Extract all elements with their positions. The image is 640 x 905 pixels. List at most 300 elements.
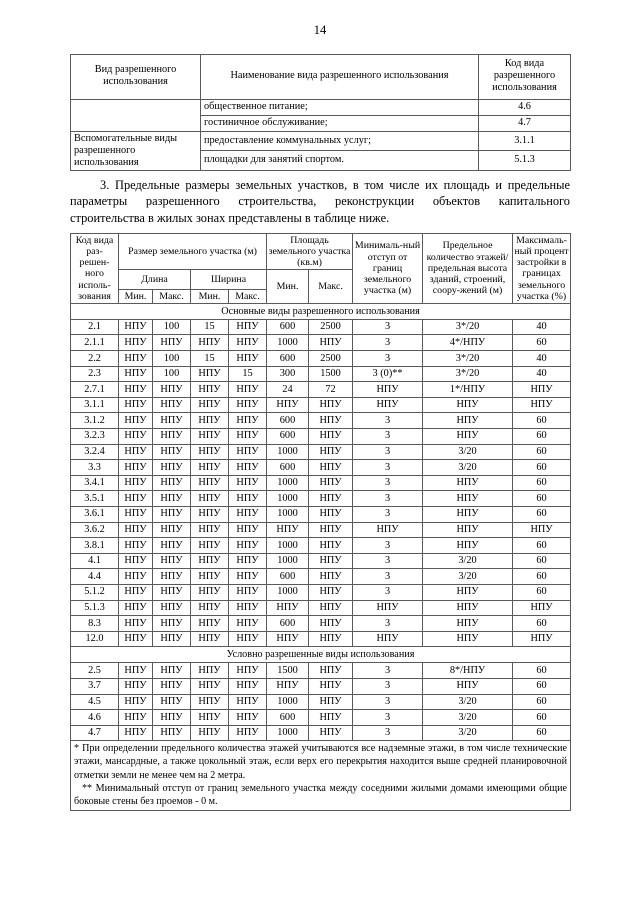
cell-wid-max: НПУ	[229, 429, 267, 445]
cell-code: 5.1.3	[479, 151, 571, 171]
header-cell-area-min: Мин.	[267, 270, 309, 304]
cell-wid-max: НПУ	[229, 631, 267, 647]
table-row	[71, 522, 571, 538]
table-row	[71, 131, 571, 151]
cell-area-min: 600	[267, 460, 309, 476]
parameters-table	[70, 233, 571, 811]
cell-code: 4.4	[71, 569, 119, 585]
cell-wid-min: НПУ	[191, 507, 229, 523]
cell-floors: 3/20	[423, 694, 513, 710]
cell-code: 2.5	[71, 663, 119, 679]
cell-area-max: НПУ	[309, 475, 353, 491]
header-cell-width-min: Мин.	[191, 289, 229, 303]
cell-area-min: 600	[267, 616, 309, 632]
cell-code: 4.6	[71, 710, 119, 726]
cell-wid-max: НПУ	[229, 538, 267, 554]
cell-area-max: НПУ	[309, 694, 353, 710]
cell-area-max: НПУ	[309, 584, 353, 600]
cell-wid-min: НПУ	[191, 413, 229, 429]
cell-coverage: 60	[513, 507, 571, 523]
table-row	[71, 553, 571, 569]
cell-len-max: НПУ	[153, 522, 191, 538]
cell-wid-min: НПУ	[191, 616, 229, 632]
cell-area-min: НПУ	[267, 678, 309, 694]
cell-wid-max: НПУ	[229, 382, 267, 398]
cell-floors: 3/20	[423, 710, 513, 726]
cell-len-min: НПУ	[119, 319, 153, 335]
cell-area-max: 1500	[309, 366, 353, 382]
cell-code: 3.2.3	[71, 429, 119, 445]
cell-code: 2.3	[71, 366, 119, 382]
cell-len-min: НПУ	[119, 553, 153, 569]
cell-len-max: НПУ	[153, 460, 191, 476]
cell-code: 3.7	[71, 678, 119, 694]
cell-wid-min: НПУ	[191, 584, 229, 600]
cell-setback: 3	[353, 507, 423, 523]
cell-len-min: НПУ	[119, 663, 153, 679]
cell-len-max: 100	[153, 319, 191, 335]
cell-coverage: 60	[513, 429, 571, 445]
page-number: 14	[313, 23, 327, 37]
cell-setback: НПУ	[353, 397, 423, 413]
conditional-rows-body	[71, 663, 571, 741]
header-cell-kind: Вид разрешенного использования	[71, 54, 201, 99]
cell-code: 4.7	[71, 725, 119, 741]
cell-area-min: 600	[267, 351, 309, 367]
cell-wid-max: НПУ	[229, 319, 267, 335]
main-rows-body	[71, 319, 571, 646]
cell-code: 2.2	[71, 351, 119, 367]
cell-area-min: 1000	[267, 335, 309, 351]
cell-setback: 3	[353, 351, 423, 367]
cell-setback: НПУ	[353, 600, 423, 616]
table-row	[71, 694, 571, 710]
cell-coverage: 60	[513, 616, 571, 632]
cell-area-max: НПУ	[309, 507, 353, 523]
cell-area-min: НПУ	[267, 631, 309, 647]
cell-coverage: 60	[513, 663, 571, 679]
cell-setback: 3	[353, 616, 423, 632]
cell-coverage: 40	[513, 319, 571, 335]
cell-len-min: НПУ	[119, 413, 153, 429]
cell-len-max: НПУ	[153, 413, 191, 429]
cell-floors: НПУ	[423, 631, 513, 647]
cell-coverage: НПУ	[513, 397, 571, 413]
cell-len-min: НПУ	[119, 584, 153, 600]
table-row	[71, 538, 571, 554]
header-cell-code: Код вида раз-решен-ного исполь-зования	[71, 233, 119, 303]
cell-area-min: НПУ	[267, 522, 309, 538]
cell-floors: НПУ	[423, 584, 513, 600]
cell-wid-min: НПУ	[191, 429, 229, 445]
cell-area-max: НПУ	[309, 460, 353, 476]
table-row	[71, 710, 571, 726]
cell-code: 4.7	[479, 115, 571, 131]
cell-coverage: 60	[513, 413, 571, 429]
cell-wid-max: НПУ	[229, 584, 267, 600]
cell-coverage: 60	[513, 475, 571, 491]
cell-floors: 3/20	[423, 460, 513, 476]
cell-area-min: НПУ	[267, 600, 309, 616]
cell-len-min: НПУ	[119, 522, 153, 538]
cell-wid-max: НПУ	[229, 600, 267, 616]
cell-area-max: НПУ	[309, 444, 353, 460]
cell-wid-max: НПУ	[229, 397, 267, 413]
cell-code: 4.1	[71, 553, 119, 569]
table-row	[71, 382, 571, 398]
cell-len-min: НПУ	[119, 335, 153, 351]
cell-len-max: НПУ	[153, 694, 191, 710]
cell-area-min: 1000	[267, 491, 309, 507]
table-row	[71, 631, 571, 647]
cell-wid-min: НПУ	[191, 491, 229, 507]
cell-code: 3.4.1	[71, 475, 119, 491]
cell-wid-max: НПУ	[229, 663, 267, 679]
cell-code: 4.5	[71, 694, 119, 710]
section-label-conditional: Условно разрешенные виды использования	[71, 647, 571, 663]
cell-area-min: 600	[267, 569, 309, 585]
cell-len-min: НПУ	[119, 382, 153, 398]
cell-len-min: НПУ	[119, 475, 153, 491]
cell-setback: НПУ	[353, 522, 423, 538]
cell-area-max: НПУ	[309, 335, 353, 351]
cell-len-max: НПУ	[153, 663, 191, 679]
header-cell-code: Код вида разрешенного использования	[479, 54, 571, 99]
table-row	[71, 584, 571, 600]
cell-code: 8.3	[71, 616, 119, 632]
cell-coverage: НПУ	[513, 382, 571, 398]
cell-area-max: НПУ	[309, 710, 353, 726]
header-cell-width: Ширина	[191, 270, 267, 289]
cell-area-min: 24	[267, 382, 309, 398]
cell-area-min: 600	[267, 710, 309, 726]
permitted-use-table	[70, 54, 571, 171]
table-row	[71, 460, 571, 476]
table-row	[71, 335, 571, 351]
cell-area-min: 1000	[267, 507, 309, 523]
cell-floors: 4*/НПУ	[423, 335, 513, 351]
table-row	[71, 678, 571, 694]
cell-len-max: НПУ	[153, 507, 191, 523]
cell-len-min: НПУ	[119, 725, 153, 741]
cell-area-max: НПУ	[309, 631, 353, 647]
table-row	[71, 569, 571, 585]
cell-name: гостиничное обслуживание;	[201, 115, 479, 131]
section-label-main: Основные виды разрешенного использования	[71, 303, 571, 319]
cell-code: 3.5.1	[71, 491, 119, 507]
cell-code: 3.1.2	[71, 413, 119, 429]
cell-area-min: 600	[267, 429, 309, 445]
cell-wid-min: НПУ	[191, 397, 229, 413]
cell-len-max: НПУ	[153, 491, 191, 507]
cell-setback: 3	[353, 319, 423, 335]
cell-wid-min: НПУ	[191, 569, 229, 585]
table-header-row-1	[71, 233, 571, 270]
cell-len-min: НПУ	[119, 710, 153, 726]
header-cell-size-group: Размер земельного участка (м)	[119, 233, 267, 270]
cell-len-max: НПУ	[153, 475, 191, 491]
footnotes-row	[71, 741, 571, 811]
cell-floors: НПУ	[423, 678, 513, 694]
table-row	[71, 491, 571, 507]
cell-name: площадки для занятий спортом.	[201, 151, 479, 171]
cell-coverage: 60	[513, 710, 571, 726]
cell-len-max: НПУ	[153, 429, 191, 445]
cell-code: 2.1	[71, 319, 119, 335]
cell-wid-max: НПУ	[229, 725, 267, 741]
header-cell-coverage: Максималь-ный процент застройки в границах земельного участка (%)	[514, 234, 569, 302]
cell-wid-max: НПУ	[229, 351, 267, 367]
cell-setback: 3	[353, 725, 423, 741]
cell-code: 5.1.3	[71, 600, 119, 616]
cell-area-max: НПУ	[309, 538, 353, 554]
cell-coverage: 60	[513, 553, 571, 569]
cell-code: 3.1.1	[479, 131, 571, 151]
table-row	[71, 616, 571, 632]
footnote-2: ** Минимальный отступ от границ земельного участка между соседними жилыми домами имеющими общие боковые стены без проемов - 0 м.	[74, 782, 568, 807]
cell-coverage: 60	[513, 694, 571, 710]
cell-code: 3.1.1	[71, 397, 119, 413]
cell-area-min: 1000	[267, 538, 309, 554]
cell-area-max: НПУ	[309, 397, 353, 413]
cell-area-min: 1000	[267, 584, 309, 600]
header-cell-name: Наименование вида разрешенного использования	[201, 54, 479, 99]
cell-setback: 3	[353, 335, 423, 351]
cell-area-max: НПУ	[309, 413, 353, 429]
cell-wid-min: 15	[191, 319, 229, 335]
cell-wid-min: НПУ	[191, 710, 229, 726]
cell-len-max: НПУ	[153, 538, 191, 554]
cell-setback: 3	[353, 710, 423, 726]
cell-code: 3.2.4	[71, 444, 119, 460]
cell-area-max: НПУ	[309, 663, 353, 679]
cell-len-min: НПУ	[119, 678, 153, 694]
cell-len-min: НПУ	[119, 538, 153, 554]
header-cell-area-max: Макс.	[309, 270, 353, 304]
cell-setback: 3	[353, 694, 423, 710]
cell-floors: НПУ	[423, 538, 513, 554]
table-row	[71, 475, 571, 491]
header-cell-setback: Минималь-ный отступ от границ земельного участка (м)	[353, 233, 423, 303]
cell-len-max: НПУ	[153, 382, 191, 398]
cell-floors: НПУ	[423, 429, 513, 445]
table-row	[71, 507, 571, 523]
cell-wid-min: 15	[191, 351, 229, 367]
cell-len-min: НПУ	[119, 429, 153, 445]
cell-area-min: 1000	[267, 553, 309, 569]
table-row	[71, 663, 571, 679]
cell-kind-blank	[71, 99, 201, 131]
cell-wid-max: НПУ	[229, 475, 267, 491]
cell-floors: НПУ	[423, 397, 513, 413]
cell-wid-min: НПУ	[191, 335, 229, 351]
cell-setback: 3	[353, 475, 423, 491]
header-cell-length: Длина	[119, 270, 191, 289]
cell-len-min: НПУ	[119, 351, 153, 367]
cell-floors: НПУ	[423, 491, 513, 507]
table-row	[71, 600, 571, 616]
cell-len-max: НПУ	[153, 444, 191, 460]
cell-kind-auxiliary: Вспомогательные виды разрешенного использования	[71, 131, 201, 170]
cell-floors: НПУ	[423, 413, 513, 429]
cell-setback: 3	[353, 678, 423, 694]
cell-wid-min: НПУ	[191, 600, 229, 616]
cell-len-max: НПУ	[153, 335, 191, 351]
cell-area-min: 1000	[267, 725, 309, 741]
cell-coverage: НПУ	[513, 522, 571, 538]
cell-len-min: НПУ	[119, 366, 153, 382]
cell-area-min: 600	[267, 413, 309, 429]
cell-code: 12.0	[71, 631, 119, 647]
cell-coverage: 60	[513, 335, 571, 351]
table-row	[71, 351, 571, 367]
cell-floors: НПУ	[423, 616, 513, 632]
table-row	[71, 429, 571, 445]
cell-coverage: 60	[513, 584, 571, 600]
cell-len-max: НПУ	[153, 725, 191, 741]
cell-floors: 3/20	[423, 553, 513, 569]
cell-len-min: НПУ	[119, 491, 153, 507]
cell-len-min: НПУ	[119, 600, 153, 616]
cell-setback: 3 (0)**	[353, 366, 423, 382]
page-content	[70, 37, 570, 811]
cell-area-max: НПУ	[309, 522, 353, 538]
cell-len-min: НПУ	[119, 631, 153, 647]
cell-setback: 3	[353, 663, 423, 679]
cell-len-max: НПУ	[153, 710, 191, 726]
cell-floors: 3*/20	[423, 366, 513, 382]
cell-area-max: НПУ	[309, 553, 353, 569]
cell-wid-min: НПУ	[191, 444, 229, 460]
footnotes-cell	[71, 741, 571, 811]
header-cell-length-min: Мин.	[119, 289, 153, 303]
cell-wid-max: НПУ	[229, 569, 267, 585]
cell-len-max: НПУ	[153, 569, 191, 585]
header-cell-area-group: Площадь земельного участка (кв.м)	[267, 233, 353, 270]
cell-wid-min: НПУ	[191, 522, 229, 538]
cell-coverage: 40	[513, 366, 571, 382]
cell-coverage: 60	[513, 538, 571, 554]
cell-wid-min: НПУ	[191, 678, 229, 694]
cell-setback: 3	[353, 460, 423, 476]
cell-wid-min: НПУ	[191, 382, 229, 398]
cell-coverage: 60	[513, 569, 571, 585]
table-row	[71, 725, 571, 741]
cell-len-min: НПУ	[119, 397, 153, 413]
cell-code: 3.6.1	[71, 507, 119, 523]
cell-area-min: 1000	[267, 694, 309, 710]
cell-wid-max: НПУ	[229, 678, 267, 694]
cell-coverage: 60	[513, 460, 571, 476]
cell-coverage: НПУ	[513, 600, 571, 616]
cell-setback: НПУ	[353, 382, 423, 398]
table-row	[71, 366, 571, 382]
cell-setback: НПУ	[353, 631, 423, 647]
cell-len-min: НПУ	[119, 444, 153, 460]
cell-coverage: 60	[513, 678, 571, 694]
cell-area-min: 1000	[267, 444, 309, 460]
cell-len-min: НПУ	[119, 569, 153, 585]
cell-wid-min: НПУ	[191, 475, 229, 491]
cell-area-max: НПУ	[309, 600, 353, 616]
cell-setback: 3	[353, 413, 423, 429]
cell-wid-max: НПУ	[229, 522, 267, 538]
cell-coverage: 60	[513, 725, 571, 741]
cell-code: 5.1.2	[71, 584, 119, 600]
cell-wid-max: НПУ	[229, 507, 267, 523]
table-row	[71, 99, 571, 115]
cell-setback: 3	[353, 584, 423, 600]
cell-len-min: НПУ	[119, 507, 153, 523]
cell-area-max: НПУ	[309, 429, 353, 445]
cell-area-max: 72	[309, 382, 353, 398]
cell-area-max: 2500	[309, 319, 353, 335]
section-header-row-main	[71, 303, 571, 319]
cell-wid-max: НПУ	[229, 335, 267, 351]
cell-floors: 3/20	[423, 444, 513, 460]
cell-wid-max: НПУ	[229, 413, 267, 429]
table-row	[71, 319, 571, 335]
cell-wid-max: НПУ	[229, 460, 267, 476]
table-row	[71, 444, 571, 460]
table-row	[71, 397, 571, 413]
cell-floors: НПУ	[423, 600, 513, 616]
cell-wid-max: НПУ	[229, 694, 267, 710]
table-header-row	[71, 54, 571, 99]
cell-setback: 3	[353, 444, 423, 460]
cell-area-max: НПУ	[309, 678, 353, 694]
cell-code: 4.6	[479, 99, 571, 115]
cell-area-min: 600	[267, 319, 309, 335]
cell-floors: НПУ	[423, 522, 513, 538]
cell-len-min: НПУ	[119, 694, 153, 710]
cell-wid-min: НПУ	[191, 460, 229, 476]
cell-wid-min: НПУ	[191, 694, 229, 710]
cell-wid-min: НПУ	[191, 538, 229, 554]
cell-len-max: НПУ	[153, 616, 191, 632]
cell-area-max: НПУ	[309, 725, 353, 741]
cell-floors: НПУ	[423, 507, 513, 523]
cell-coverage: 40	[513, 351, 571, 367]
header-cell-width-max: Макс.	[229, 289, 267, 303]
cell-floors: 3/20	[423, 569, 513, 585]
cell-wid-max: НПУ	[229, 444, 267, 460]
cell-wid-max: НПУ	[229, 710, 267, 726]
cell-len-min: НПУ	[119, 460, 153, 476]
cell-setback: 3	[353, 491, 423, 507]
cell-wid-min: НПУ	[191, 366, 229, 382]
cell-wid-max: НПУ	[229, 491, 267, 507]
cell-area-max: НПУ	[309, 569, 353, 585]
cell-coverage: 60	[513, 444, 571, 460]
cell-code: 3.3	[71, 460, 119, 476]
cell-setback: 3	[353, 553, 423, 569]
cell-area-max: НПУ	[309, 616, 353, 632]
cell-coverage: 60	[513, 491, 571, 507]
cell-wid-min: НПУ	[191, 631, 229, 647]
cell-floors: НПУ	[423, 475, 513, 491]
cell-wid-min: НПУ	[191, 553, 229, 569]
cell-code: 3.6.2	[71, 522, 119, 538]
cell-floors: 1*/НПУ	[423, 382, 513, 398]
cell-area-min: 300	[267, 366, 309, 382]
header-cell-floors: Предельное количество этажей/ предельная высота зданий, строений, соору-жений (м)	[423, 233, 513, 303]
header-cell-length-max: Макс.	[153, 289, 191, 303]
cell-wid-max: НПУ	[229, 553, 267, 569]
cell-wid-min: НПУ	[191, 663, 229, 679]
cell-floors: 8*/НПУ	[423, 663, 513, 679]
cell-setback: 3	[353, 538, 423, 554]
